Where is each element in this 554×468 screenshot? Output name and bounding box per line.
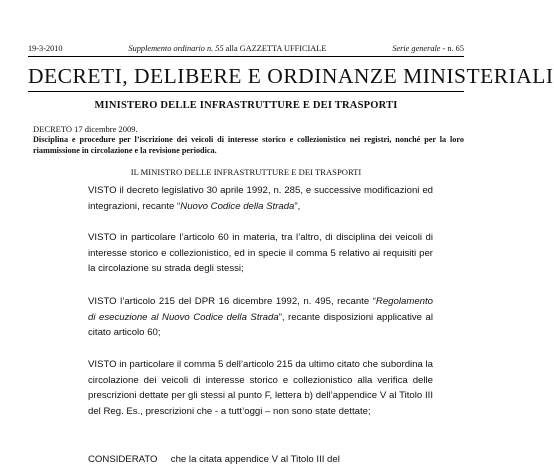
p3-text-b: ”, recante disposizioni applicative al citato articolo 60; xyxy=(88,311,433,338)
p3-text-a: VISTO l’articolo 215 del DPR 16 dicembre 1992, n. 495, recante “ xyxy=(88,296,376,307)
header-publication xyxy=(128,44,326,53)
decree-date: DECRETO 17 dicembre 2009. xyxy=(33,124,138,134)
page-header xyxy=(28,44,464,53)
header-series-label: Serie generale xyxy=(392,44,441,53)
paragraph-considerato: CONSIDERATO che la citata appendice V al Titolo III del xyxy=(88,454,340,465)
header-series xyxy=(392,44,464,53)
p1-text-a: VISTO il decreto legislativo 30 aprile 1992, n. 285, e successive modificazioni ed integrazioni, recante “ xyxy=(88,185,433,212)
section-title-divider xyxy=(28,91,464,92)
section-title: DECRETI, DELIBERE E ORDINANZE MINISTERIALI xyxy=(28,64,554,88)
paragraph-visto-articolo-60: VISTO in particolare l’articolo 60 in materia, tra l’altro, di disciplina dei veicoli di interesse storico e collezionistico, ed in specie il comma 5 relativo ai requisiti per la circolazione su strada degli stessi; xyxy=(88,232,433,274)
header-supplement: Supplemento ordinario n. 55 xyxy=(128,44,224,53)
p3-text-italic: Regolamento di esecuzione al Nuovo Codice della Strada xyxy=(88,296,433,323)
paragraph-visto-comma-5: VISTO in particolare il comma 5 dell’articolo 215 da ultimo citato che subordina la circolazione dei veicoli di interesse storico e collezionistico alla verifica delle prescrizioni dettate per gli stessi al punto F, lettera b) dell’appendice V al Titolo III del Reg. Es., prescrizioni che - a tutt’oggi – non sono state dettate; xyxy=(88,359,433,417)
header-page-number: - n. 65 xyxy=(440,44,464,53)
p1-text-b: ”, xyxy=(294,200,301,212)
paragraph-visto-codice xyxy=(88,183,433,214)
authority-heading: IL MINISTRO DELLE INFRASTRUTTURE E DEI TRASPORTI xyxy=(130,167,362,177)
decree-subject: Disciplina e procedure per l’iscrizione dei veicoli di interesse storico e collezionistico nei registri, nonché per la loro riammissione in circolazione e la revisione periodica. xyxy=(33,135,464,155)
ministry-heading: MINISTERO DELLE INFRASTRUTTURE E DEI TRASPORTI xyxy=(94,100,398,111)
paragraph-visto-articolo-215 xyxy=(88,294,433,341)
header-divider xyxy=(28,56,464,57)
p1-text-italic: Nuovo Codice della Strada xyxy=(180,200,295,212)
header-gazette: alla GAZZETTA UFFICIALE xyxy=(223,44,327,53)
header-date: 19-3-2010 xyxy=(28,44,63,53)
